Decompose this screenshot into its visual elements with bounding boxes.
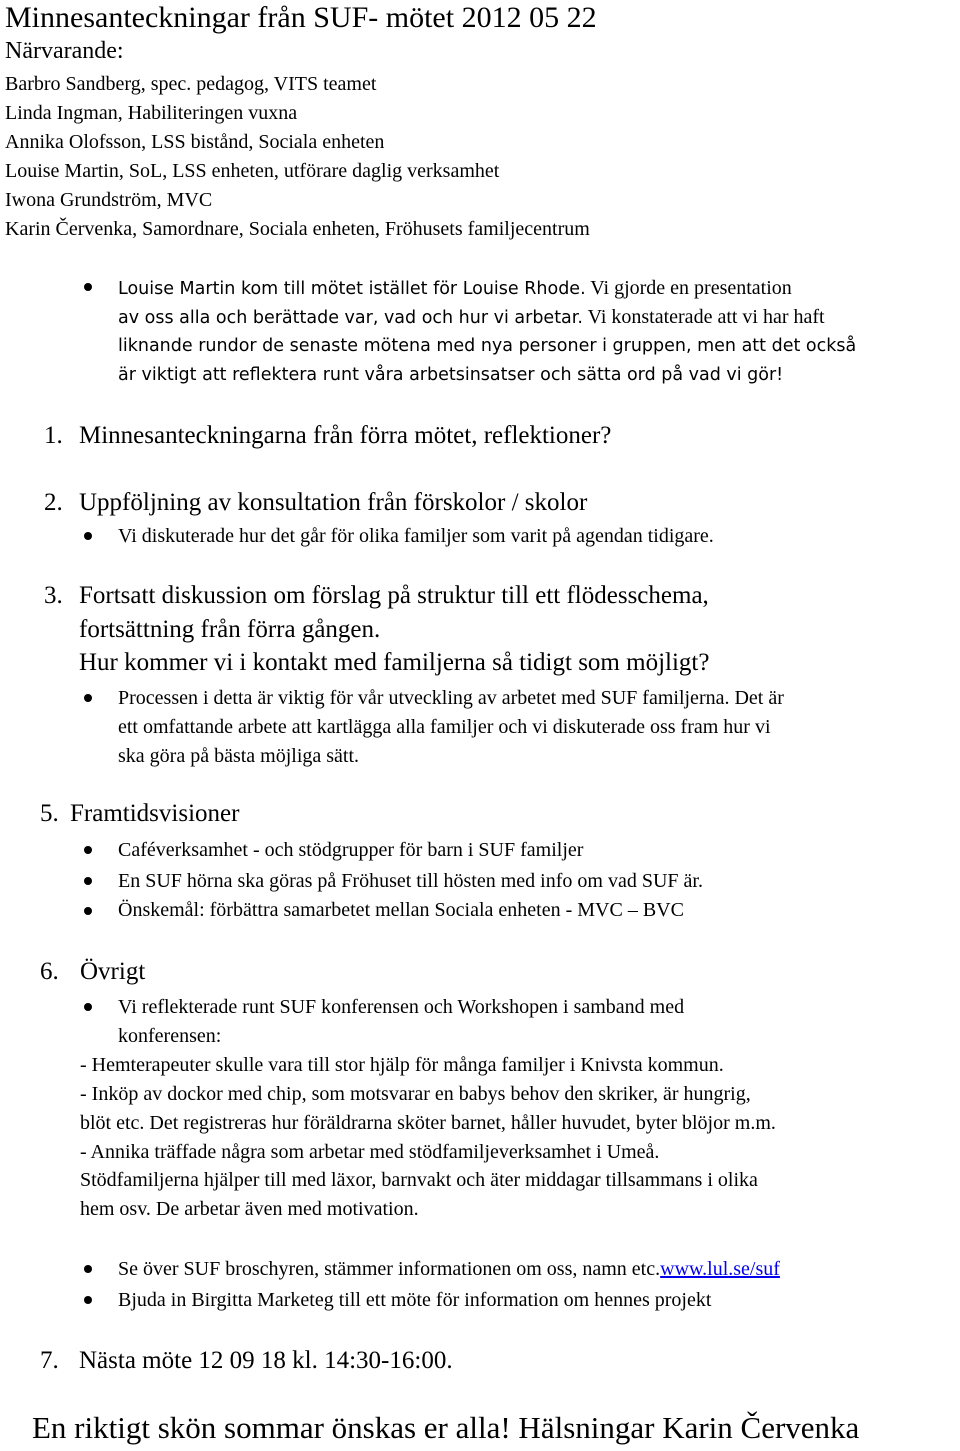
bullet-icon	[84, 1296, 92, 1304]
section-number: 5.	[40, 800, 59, 827]
section-bullet: Bjuda in Birgitta Marketeg till ett möte för information om hennes projekt	[118, 1289, 712, 1311]
section-bullet: konferensen:	[118, 1025, 222, 1047]
closing-line: En riktigt skön sommar önskas er alla! Hälsningar Karin Červenka	[32, 1410, 860, 1445]
attendee-line: Iwona Grundström, MVC	[5, 189, 213, 211]
bullet-icon	[84, 846, 92, 854]
intro-sentence: av oss alla och berättade var, vad och hur vi arbetar.	[118, 308, 583, 328]
attendee-line: Karin Červenka, Samordnare, Sociala enheten, Fröhusets familjecentrum	[5, 218, 590, 240]
section-number: 1.	[44, 422, 63, 449]
bullet-icon	[84, 1265, 92, 1273]
intro-line-2	[118, 303, 825, 332]
intro-line-4: är viktigt att reflektera runt våra arbetsinsatser och sätta ord på vad vi gör!	[118, 365, 784, 385]
intro-sentence: Vi konstaterade att vi har haft	[582, 306, 825, 328]
bullet-icon	[84, 1003, 92, 1011]
bullet-icon	[84, 532, 92, 540]
attendee-line: Barbro Sandberg, spec. pedagog, VITS teamet	[5, 73, 377, 95]
section-bullet: En SUF hörna ska göras på Fröhuset till hösten med info om vad SUF är.	[118, 870, 703, 892]
section-number: 2.	[44, 489, 63, 516]
section-bullet: Processen i detta är viktig för vår utveckling av arbetet med SUF familjerna. Det är	[118, 687, 784, 709]
section-number: 6.	[40, 958, 59, 985]
paragraph-line: blöt etc. Det registreras hur föräldrarna sköter barnet, håller huvudet, byter blöjor m.m.	[80, 1112, 776, 1134]
section-heading: fortsättning från förra gången.	[79, 616, 381, 643]
intro-line-1	[118, 274, 792, 303]
section-number: 3.	[44, 582, 63, 609]
section-number: 7.	[40, 1347, 59, 1374]
section-heading: Uppföljning av konsultation från förskolor / skolor	[79, 489, 588, 516]
intro-sentence: Louise Martin kom till mötet istället för Louise Rhode.	[118, 279, 586, 299]
attendee-line: Annika Olofsson, LSS bistånd, Sociala enheten	[5, 131, 385, 153]
bullet-icon	[84, 694, 92, 702]
bullet-icon	[84, 283, 92, 291]
section-heading: Hur kommer vi i kontakt med familjerna så tidigt som möjligt?	[79, 649, 710, 676]
bullet-icon	[84, 877, 92, 885]
section-heading: Minnesanteckningarna från förra mötet, reflektioner?	[79, 422, 612, 449]
intro-sentence: Vi gjorde en presentation	[585, 277, 792, 299]
section-bullet: ett omfattande arbete att kartlägga alla familjer och vi diskuterade oss fram hur vi	[118, 716, 771, 738]
paragraph-line: hem osv. De arbetar även med motivation.	[80, 1198, 419, 1220]
section-bullet: Vi diskuterade hur det går för olika familjer som varit på agendan tidigare.	[118, 525, 714, 547]
suf-link[interactable]: www.lul.se/suf	[660, 1258, 780, 1280]
section-bullet: Caféverksamhet - och stödgrupper för barn i SUF familjer	[118, 839, 584, 861]
attendee-line: Linda Ingman, Habiliteringen vuxna	[5, 102, 298, 124]
paragraph-line: - Annika träffade några som arbetar med stödfamiljeverksamhet i Umeå.	[80, 1141, 660, 1163]
attendee-line: Louise Martin, SoL, LSS enheten, utförare daglig verksamhet	[5, 160, 500, 182]
paragraph-line: Stödfamiljerna hjälper till med läxor, barnvakt och äter middagar tillsammans i olika	[80, 1169, 758, 1191]
paragraph-line: - Hemterapeuter skulle vara till stor hjälp för många familjer i Knivsta kommun.	[80, 1054, 724, 1076]
section-heading: Nästa möte 12 09 18 kl. 14:30-16:00.	[79, 1347, 453, 1374]
page-title: Minnesanteckningar från SUF- mötet 2012 05 22	[5, 1, 597, 34]
intro-line-3: liknande rundor de senaste mötena med nya personer i gruppen, men att det också	[118, 336, 857, 356]
section-bullet	[118, 1255, 780, 1283]
present-label: Närvarande:	[5, 38, 124, 64]
section-bullet: Vi reflekterade runt SUF konferensen och Workshopen i samband med	[118, 996, 685, 1018]
section-bullet: Önskemål: förbättra samarbetet mellan Sociala enheten - MVC – BVC	[118, 899, 684, 921]
section-heading: Framtidsvisioner	[70, 800, 240, 827]
section-bullet: ska göra på bästa möjliga sätt.	[118, 745, 360, 767]
section-heading: Fortsatt diskussion om förslag på struktur till ett flödesschema,	[79, 582, 709, 609]
paragraph-line: - Inköp av dockor med chip, som motsvarar en babys behov den skriker, är hungrig,	[80, 1083, 751, 1105]
section-heading: Övrigt	[80, 958, 146, 985]
bullet-text: Se över SUF broschyren, stämmer informationen om oss, namn etc.	[118, 1258, 661, 1280]
bullet-icon	[84, 907, 92, 915]
